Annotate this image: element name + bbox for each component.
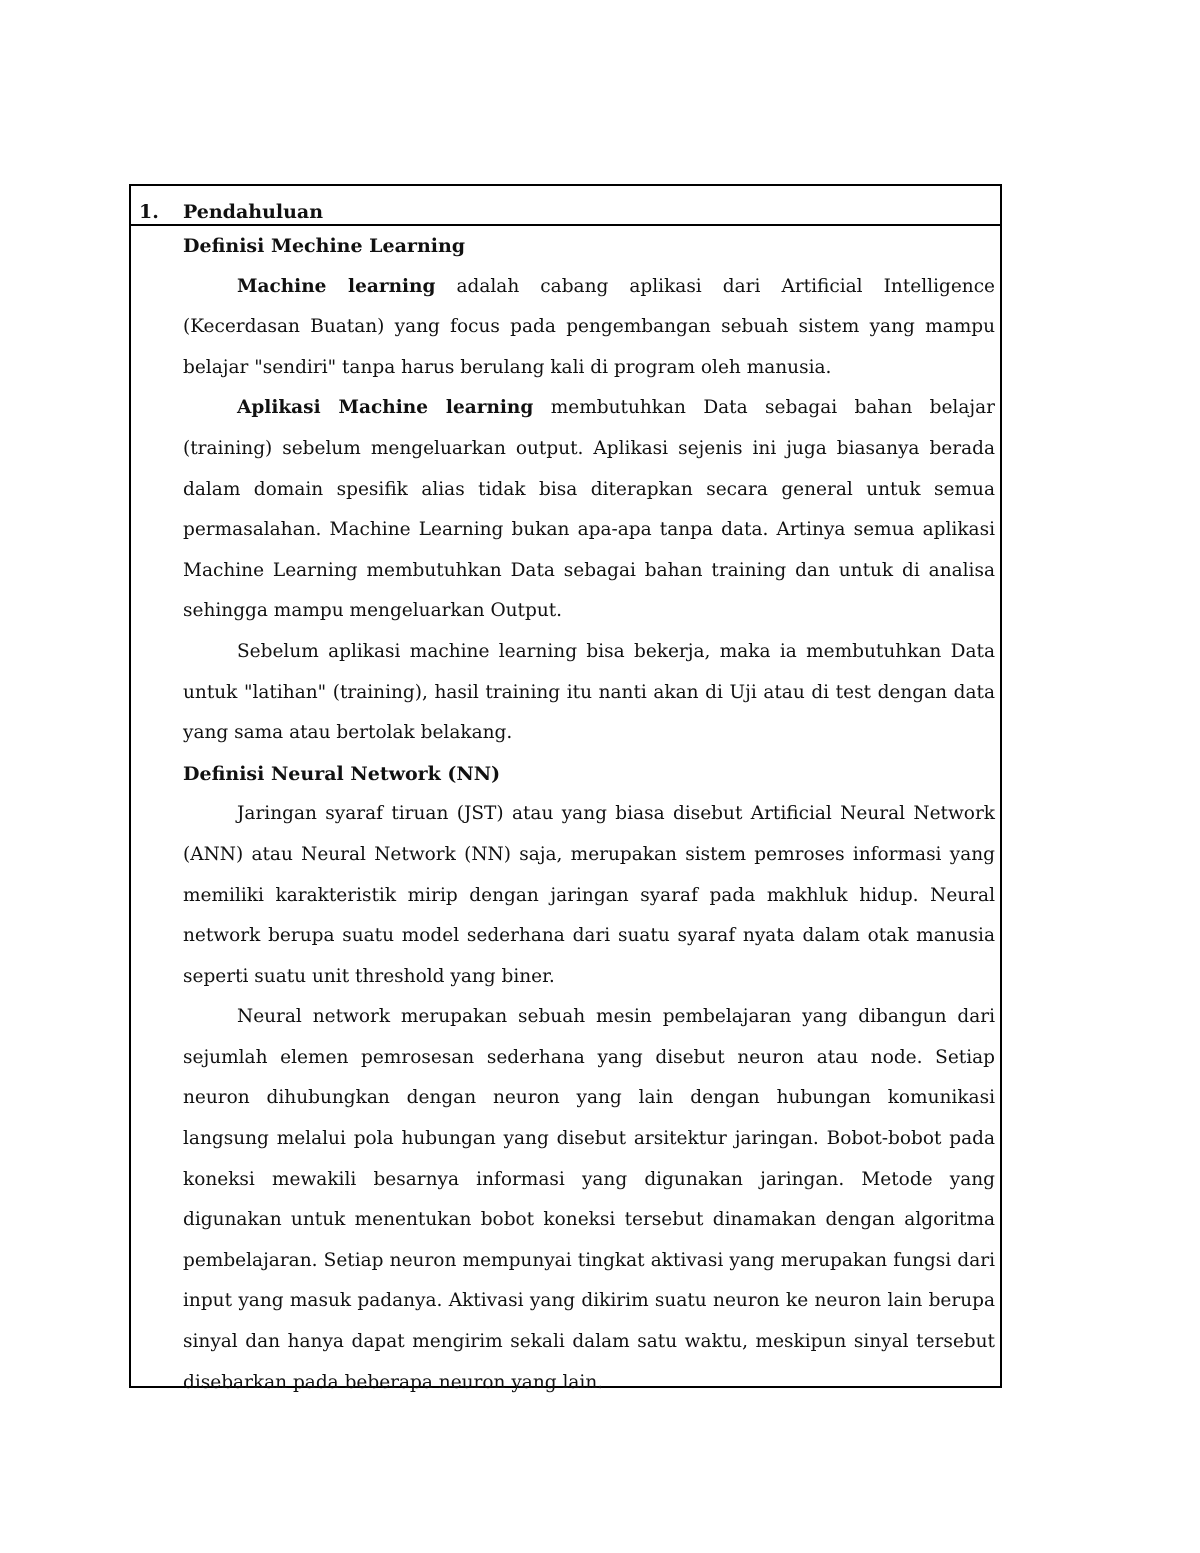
ml-paragraph-3: Sebelum aplikasi machine learning bisa bekerja, maka ia membutuhkan Data untuk "latihan" (training), hasil training itu nanti akan di Uji atau di test dengan data yang sama atau bertolak belakang. <box>183 640 995 744</box>
ml-heading: Definisi Mechine Learning <box>183 235 466 257</box>
ml-p2-lead: Aplikasi Machine learning <box>237 397 534 419</box>
ml-p1-lead: Machine learning <box>237 275 436 297</box>
nn-paragraph-2 <box>183 997 995 1403</box>
document-frame <box>129 184 1002 1393</box>
nn-p2-text: Neural network merupakan sebuah mesin pembelajaran yang dibangun dari sejumlah elemen pemrosesan sederhana yang disebut neuron atau node. Setiap neuron dihubungkan dengan neuron yang lain dengan hubungan komunikasi langsung melalui pola hubungan yang disebut arsitektur jaringan. Bobot-bobot pada koneksi mewakili besarnya informasi yang digunakan jaringan. Metode yang digunakan untuk menentukan bobot koneksi tersebut dinamakan dengan algoritma pembelajaran. Setiap neuron mempunyai tingkat aktivasi yang merupakan fungsi dari input yang masuk padanya. Aktivasi yang dikirim suatu neuron ke neuron lain berupa sinyal dan hanya dapat mengirim sekali dalam satu waktu, meskipun sinyal tersebut disebarkan pada beberapa neuron yang lain. <box>183 1006 995 1393</box>
ml-p1-text: adalah cabang aplikasi dari Artificial Intelligence (Kecerdasan Buatan) yang focus pada pengembangan sebuah sistem yang mampu belajar "sendiri" tanpa harus berulang kali di program oleh manusia. <box>183 275 995 378</box>
nn-paragraph-1: Jaringan syaraf tiruan (JST) atau yang biasa disebut Artificial Neural Network (ANN) atau Neural Network (NN) saja, merupakan sistem pemroses informasi yang memiliki karakteristik mirip dengan jaringan syaraf pada makhluk hidup. Neural network berupa suatu model sederhana dari suatu syaraf nyata dalam otak manusia seperti suatu unit threshold yang biner. <box>183 803 995 987</box>
section-heading-row <box>131 186 1000 226</box>
section-content <box>183 226 995 1403</box>
ml-p2-text: membutuhkan Data sebagai bahan belajar (training) sebelum mengeluarkan output. Aplikasi sejenis ini juga biasanya berada dalam domain spesifik alias tidak bisa diterapkan secara general untuk semua permasalahan. Machine Learning bukan apa-apa tanpa data. Artinya semua aplikasi Machine Learning membutuhkan Data sebagai bahan training dan untuk di analisa sehingga mampu mengeluarkan Output. <box>183 397 995 622</box>
ml-paragraph-1 <box>183 267 995 389</box>
end-underline <box>603 1370 611 1388</box>
ml-paragraph-2 <box>183 388 995 632</box>
section-title: Pendahuluan <box>183 201 324 223</box>
nn-heading: Definisi Neural Network (NN) <box>183 762 501 785</box>
section-number: 1. <box>139 201 159 223</box>
